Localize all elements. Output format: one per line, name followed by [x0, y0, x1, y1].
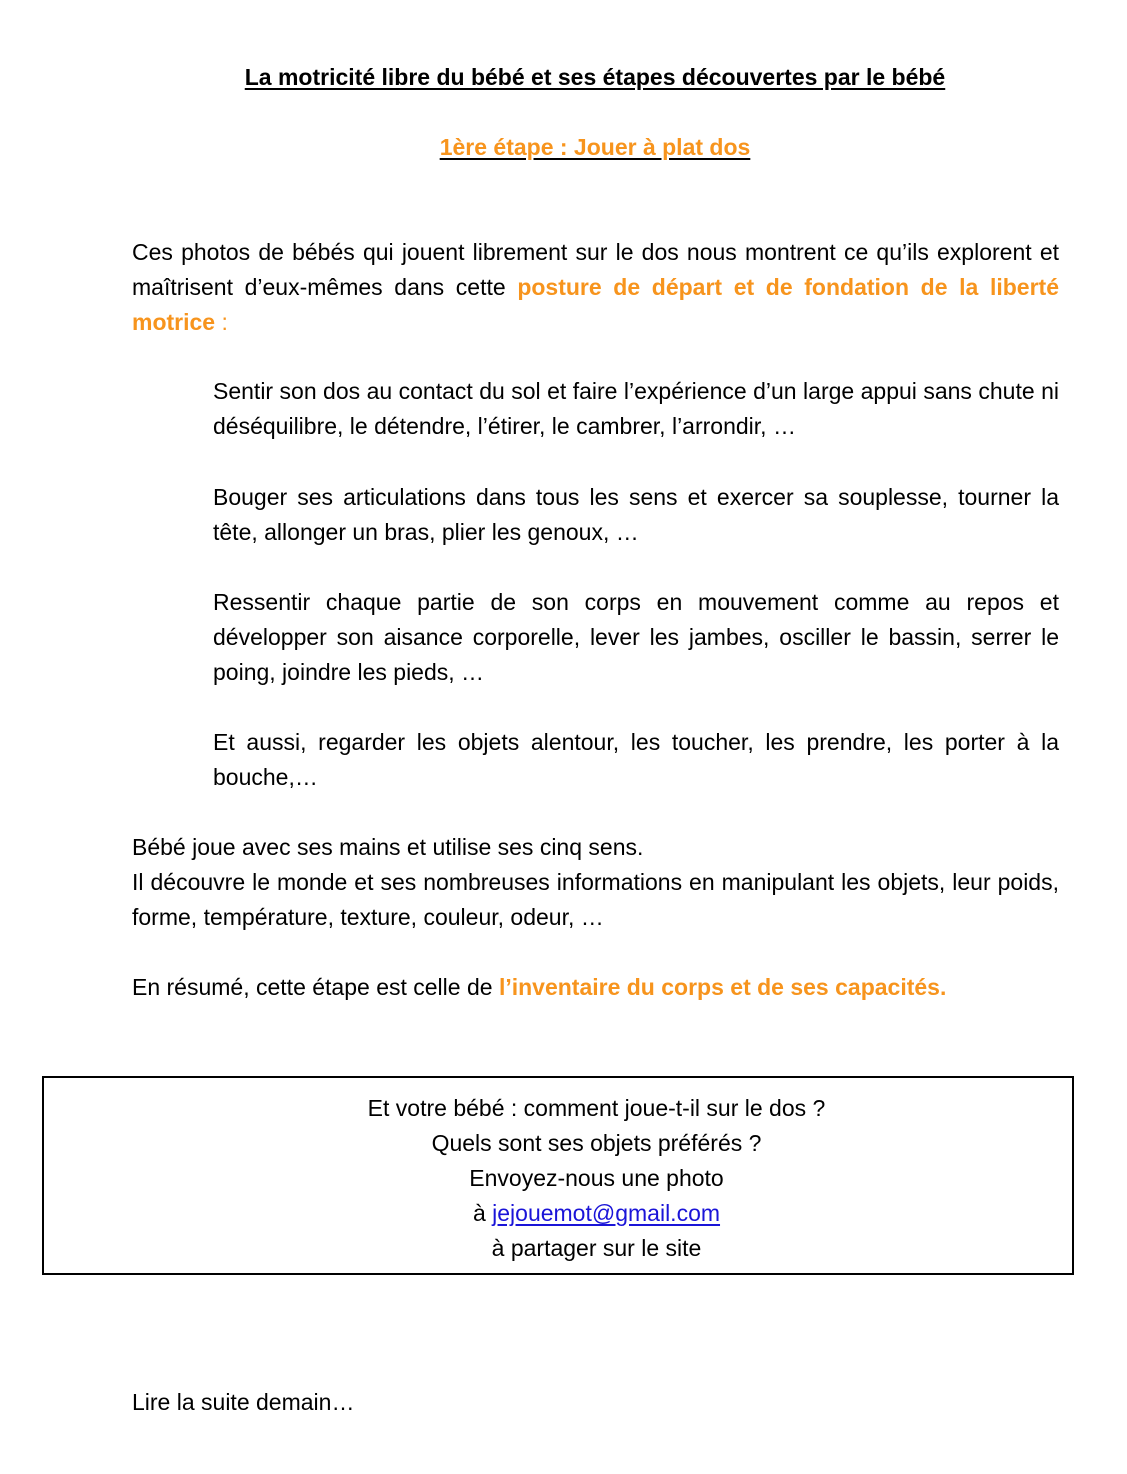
- senses-line-2: Il découvre le monde et ses nombreuses informations en manipulant les objets, leur poids, forme, température, texture, couleur, odeur, …: [132, 869, 1059, 930]
- bullet-body-parts: Ressentir chaque partie de son corps en mouvement comme au repos et développer son aisance corporelle, lever les jambes, osciller le bassin, serrer le poing, joindre les pieds, …: [213, 589, 1059, 685]
- bullet-joints: Bouger ses articulations dans tous les sens et exercer sa souplesse, tourner la tête, allonger un bras, plier les genoux, …: [213, 484, 1059, 545]
- callout-box: [42, 1076, 1074, 1275]
- bullet-objects: Et aussi, regarder les objets alentour, les toucher, les prendre, les porter à la bouche,…: [213, 729, 1059, 790]
- callout-line-2: Quels sont ses objets préférés ?: [431, 1130, 762, 1156]
- callout-line-5: à partager sur le site: [491, 1235, 702, 1261]
- summary-paragraph: [132, 970, 1059, 1005]
- email-link[interactable]: jejouemot@gmail.com: [492, 1200, 721, 1226]
- callout-line-4: [44, 1196, 1127, 1231]
- summary-highlight: l’inventaire du corps et de ses capacités.: [498, 974, 947, 1000]
- bullet-back: Sentir son dos au contact du sol et faire l’expérience d’un large appui sans chute ni déséquilibre, le détendre, l’étirer, le cambrer, l’arrondir, …: [213, 378, 1059, 439]
- document-title: La motricité libre du bébé et ses étapes découvertes par le bébé: [244, 64, 946, 90]
- step-subtitle: 1ère étape : Jouer à plat dos: [439, 134, 751, 160]
- senses-line-1: Bébé joue avec ses mains et utilise ses cinq sens.: [132, 834, 644, 860]
- callout-line-3: Envoyez-nous une photo: [469, 1165, 724, 1191]
- summary-text: En résumé, cette étape est celle de: [132, 974, 499, 1000]
- intro-text: Ces photos de bébés qui jouent librement sur le dos nous montrent ce qu’ils explorent et maîtrisent d’eux-mêmes dans cette: [132, 239, 1059, 300]
- intro-highlight: posture de départ et de fondation de la liberté motrice: [132, 274, 1059, 335]
- intro-paragraph: [132, 235, 1059, 340]
- callout-line-1: Et votre bébé : comment joue-t-il sur le dos ?: [367, 1095, 826, 1121]
- intro-suffix: :: [215, 309, 228, 335]
- footer-text: Lire la suite demain…: [132, 1389, 355, 1415]
- callout-email-prefix: à: [472, 1200, 493, 1226]
